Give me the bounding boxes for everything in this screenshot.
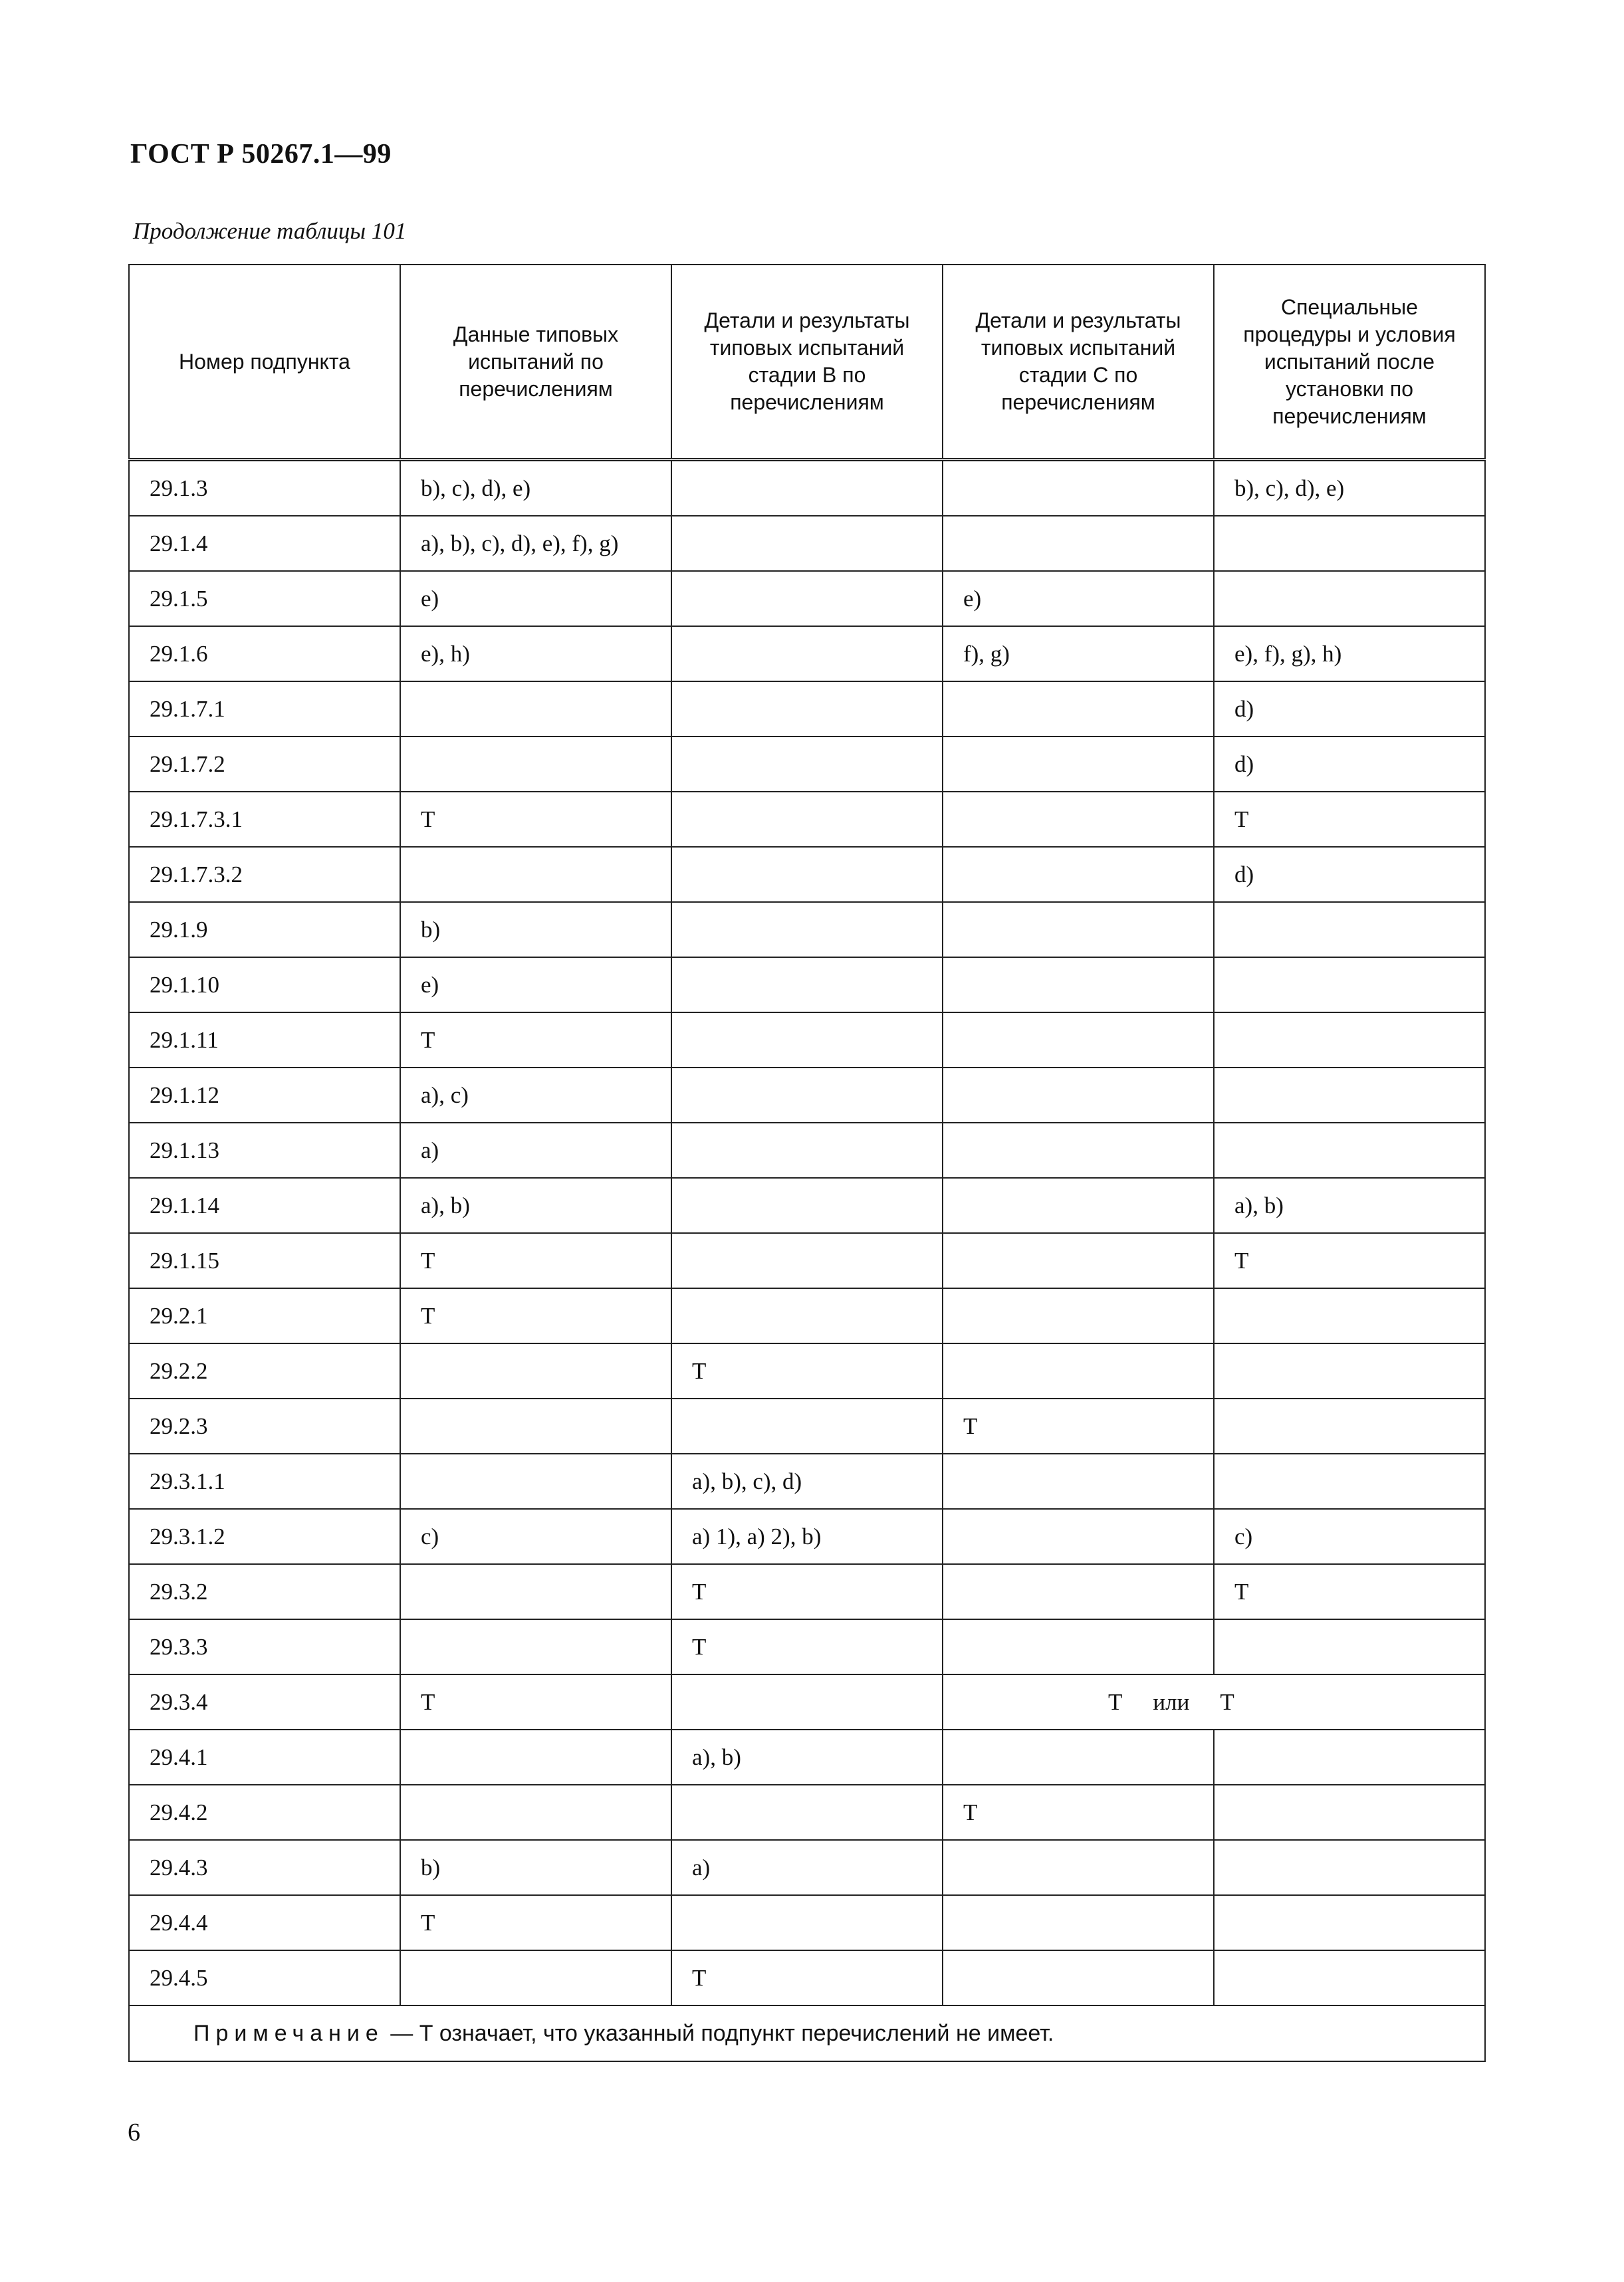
table-cell	[943, 1730, 1214, 1785]
table-cell	[1214, 571, 1485, 626]
table-cell	[943, 1068, 1214, 1123]
table-cell	[1214, 516, 1485, 571]
requirements-table	[128, 264, 1486, 2062]
table-row	[129, 1840, 1485, 1895]
table-cell	[943, 1950, 1214, 2005]
table-cell: T	[671, 1619, 943, 1674]
table-row	[129, 737, 1485, 792]
table-cell	[1214, 1288, 1485, 1343]
merged-cell-connector: или	[1153, 1688, 1190, 1715]
table-cell	[943, 1012, 1214, 1068]
subclause-number-cell: 29.2.1	[129, 1288, 400, 1343]
table-cell	[943, 1343, 1214, 1399]
table-cell: T	[400, 1012, 671, 1068]
table-row	[129, 1343, 1485, 1399]
table-cell: T	[671, 1343, 943, 1399]
table-body	[129, 460, 1485, 2006]
table-row	[129, 1178, 1485, 1233]
table-cell	[400, 847, 671, 902]
table-cell: a), b), c), d), e), f), g)	[400, 516, 671, 571]
table-cell: d)	[1214, 737, 1485, 792]
table-cell: a), c)	[400, 1068, 671, 1123]
table-cell: e)	[400, 957, 671, 1012]
page-number: 6	[128, 2118, 140, 2146]
subclause-number-cell: 29.4.3	[129, 1840, 400, 1895]
note-row	[129, 2005, 1485, 2061]
table-cell	[671, 1895, 943, 1950]
table-cell	[943, 1178, 1214, 1233]
table-row	[129, 1950, 1485, 2005]
table-cell: T	[671, 1950, 943, 2005]
subclause-number-cell: 29.2.2	[129, 1343, 400, 1399]
table-cell	[1214, 1840, 1485, 1895]
table-cell: e)	[400, 571, 671, 626]
table-row	[129, 1564, 1485, 1619]
table-cell	[1214, 1123, 1485, 1178]
table-row	[129, 1619, 1485, 1674]
table-row	[129, 1785, 1485, 1840]
table-cell	[943, 1564, 1214, 1619]
table-cell	[671, 1123, 943, 1178]
column-header: Данные типовых испытаний по перечислениям	[400, 265, 671, 460]
table-cell: 29.3.4	[129, 1674, 400, 1730]
column-header: Детали и результаты типовых испытаний стадии С по перечислениям	[943, 265, 1214, 460]
table-cell	[671, 571, 943, 626]
table-cell	[671, 681, 943, 737]
subclause-number-cell: 29.1.4	[129, 516, 400, 571]
subclause-number-cell: 29.1.14	[129, 1178, 400, 1233]
table-cell	[1214, 1730, 1485, 1785]
table-note	[129, 2005, 1485, 2061]
table-cell	[400, 1399, 671, 1454]
table-cell	[943, 1895, 1214, 1950]
subclause-number-cell: 29.4.1	[129, 1730, 400, 1785]
table-cell	[671, 957, 943, 1012]
table-cell: c)	[1214, 1509, 1485, 1564]
subclause-number-cell: 29.1.13	[129, 1123, 400, 1178]
table-cell	[1214, 1950, 1485, 2005]
column-header: Детали и результаты типовых испытаний стадии В по перечислениям	[671, 265, 943, 460]
table-cell: d)	[1214, 681, 1485, 737]
table-cell	[943, 737, 1214, 792]
table-cell: e)	[943, 571, 1214, 626]
table-cell: a), b), c), d)	[671, 1454, 943, 1509]
note-text: — Т означает, что указанный подпункт перечислений не имеет.	[384, 2020, 1054, 2046]
table-cell	[943, 1288, 1214, 1343]
table-cell	[400, 1950, 671, 2005]
table-cell: a)	[400, 1123, 671, 1178]
table-row	[129, 1068, 1485, 1123]
table-cell: T	[400, 1288, 671, 1343]
table-cell	[671, 847, 943, 902]
subclause-number-cell: 29.1.5	[129, 571, 400, 626]
subclause-number-cell: 29.1.7.2	[129, 737, 400, 792]
table-cell	[400, 1454, 671, 1509]
table-cell	[400, 1730, 671, 1785]
table-cell	[1214, 1895, 1485, 1950]
table-cell	[400, 1343, 671, 1399]
table-row	[129, 1895, 1485, 1950]
table-cell	[1214, 1012, 1485, 1068]
column-header: Номер подпункта	[129, 265, 400, 460]
table-cell	[400, 737, 671, 792]
table-cell: T	[400, 1895, 671, 1950]
subclause-number-cell: 29.1.12	[129, 1068, 400, 1123]
table-cell: T	[943, 1399, 1214, 1454]
table-cell	[671, 626, 943, 681]
table-header-row	[129, 265, 1485, 460]
table-row	[129, 1674, 1485, 1730]
table-cell	[671, 1674, 943, 1730]
table-cell	[1214, 957, 1485, 1012]
subclause-number-cell: 29.1.3	[129, 460, 400, 516]
table-row	[129, 1012, 1485, 1068]
table-cell: T	[1214, 1564, 1485, 1619]
subclause-number-cell: 29.1.6	[129, 626, 400, 681]
table-cell: T	[400, 792, 671, 847]
column-header: Специальные процедуры и условия испытаний после установки по перечислениям	[1214, 265, 1485, 460]
table-cell: b), c), d), e)	[1214, 460, 1485, 516]
table-cell	[671, 902, 943, 957]
note-label: Примечание	[193, 2020, 384, 2046]
table-cell	[1214, 1399, 1485, 1454]
merged-cell-left-value: T	[1108, 1688, 1123, 1715]
table-cell: b)	[400, 902, 671, 957]
table-cell	[671, 516, 943, 571]
table-cell: a), b)	[400, 1178, 671, 1233]
table-row	[129, 626, 1485, 681]
subclause-number-cell: 29.2.3	[129, 1399, 400, 1454]
table-cell	[1214, 1785, 1485, 1840]
subclause-number-cell: 29.1.15	[129, 1233, 400, 1288]
table-row	[129, 902, 1485, 957]
table-cell	[671, 460, 943, 516]
table-cell	[943, 1123, 1214, 1178]
subclause-number-cell: 29.3.3	[129, 1619, 400, 1674]
subclause-number-cell: 29.4.4	[129, 1895, 400, 1950]
table-cell	[671, 1288, 943, 1343]
table-cell	[1214, 1068, 1485, 1123]
table-cell	[943, 1233, 1214, 1288]
table-cell	[671, 737, 943, 792]
table-cell: f), g)	[943, 626, 1214, 681]
table-cell: T	[1214, 792, 1485, 847]
subclause-number-cell: 29.1.7.3.1	[129, 792, 400, 847]
table-cell	[671, 1178, 943, 1233]
table-cell	[400, 1785, 671, 1840]
table-cell	[943, 1509, 1214, 1564]
table-row	[129, 847, 1485, 902]
merged-cell	[943, 1674, 1485, 1730]
table-row	[129, 1123, 1485, 1178]
table-cell: a), b)	[671, 1730, 943, 1785]
table-cell	[943, 516, 1214, 571]
subclause-number-cell: 29.3.1.2	[129, 1509, 400, 1564]
subclause-number-cell: 29.4.2	[129, 1785, 400, 1840]
table-cell: a), b)	[1214, 1178, 1485, 1233]
table-cell	[1214, 1619, 1485, 1674]
table-row	[129, 1288, 1485, 1343]
table-cell: T	[1214, 1233, 1485, 1288]
table-cell	[400, 1619, 671, 1674]
subclause-number-cell: 29.1.7.3.2	[129, 847, 400, 902]
table-cell: T	[400, 1233, 671, 1288]
merged-cell-right-value: T	[1220, 1688, 1234, 1715]
table-cell	[671, 792, 943, 847]
table-cell: e), h)	[400, 626, 671, 681]
table-cell	[671, 1012, 943, 1068]
subclause-number-cell: 29.1.11	[129, 1012, 400, 1068]
table-cell	[943, 1619, 1214, 1674]
table-row	[129, 1509, 1485, 1564]
table-cell	[943, 1454, 1214, 1509]
table-caption: Продолжение таблицы 101	[133, 218, 407, 244]
document-header: ГОСТ Р 50267.1—99	[130, 139, 392, 170]
subclause-number-cell: 29.3.1.1	[129, 1454, 400, 1509]
table-cell: a)	[671, 1840, 943, 1895]
table-cell: T	[400, 1674, 671, 1730]
table-cell	[671, 1785, 943, 1840]
subclause-number-cell: 29.1.7.1	[129, 681, 400, 737]
table-cell	[943, 1840, 1214, 1895]
table-row	[129, 571, 1485, 626]
table-cell	[943, 847, 1214, 902]
table-cell	[400, 1564, 671, 1619]
table-cell: b), c), d), e)	[400, 460, 671, 516]
table-row	[129, 792, 1485, 847]
table-cell	[943, 460, 1214, 516]
subclause-number-cell: 29.1.9	[129, 902, 400, 957]
table-cell	[1214, 1343, 1485, 1399]
table-cell: c)	[400, 1509, 671, 1564]
table-row	[129, 681, 1485, 737]
table-row	[129, 1233, 1485, 1288]
table-row	[129, 1399, 1485, 1454]
table-cell	[943, 681, 1214, 737]
table-cell: d)	[1214, 847, 1485, 902]
table-cell	[1214, 1454, 1485, 1509]
table-cell	[943, 902, 1214, 957]
table-cell	[671, 1233, 943, 1288]
table-cell: a) 1), a) 2), b)	[671, 1509, 943, 1564]
table-cell	[671, 1399, 943, 1454]
subclause-number-cell: 29.4.5	[129, 1950, 400, 2005]
table-cell	[671, 1068, 943, 1123]
table-row	[129, 957, 1485, 1012]
table-cell	[943, 957, 1214, 1012]
table-cell: T	[671, 1564, 943, 1619]
table-row	[129, 460, 1485, 516]
table-cell	[400, 681, 671, 737]
table-cell	[943, 792, 1214, 847]
table-row	[129, 1730, 1485, 1785]
subclause-number-cell: 29.1.10	[129, 957, 400, 1012]
table-row	[129, 516, 1485, 571]
table-cell: T	[943, 1785, 1214, 1840]
table-cell: e), f), g), h)	[1214, 626, 1485, 681]
table-cell	[1214, 902, 1485, 957]
table-row	[129, 1454, 1485, 1509]
table-cell: b)	[400, 1840, 671, 1895]
subclause-number-cell: 29.3.2	[129, 1564, 400, 1619]
